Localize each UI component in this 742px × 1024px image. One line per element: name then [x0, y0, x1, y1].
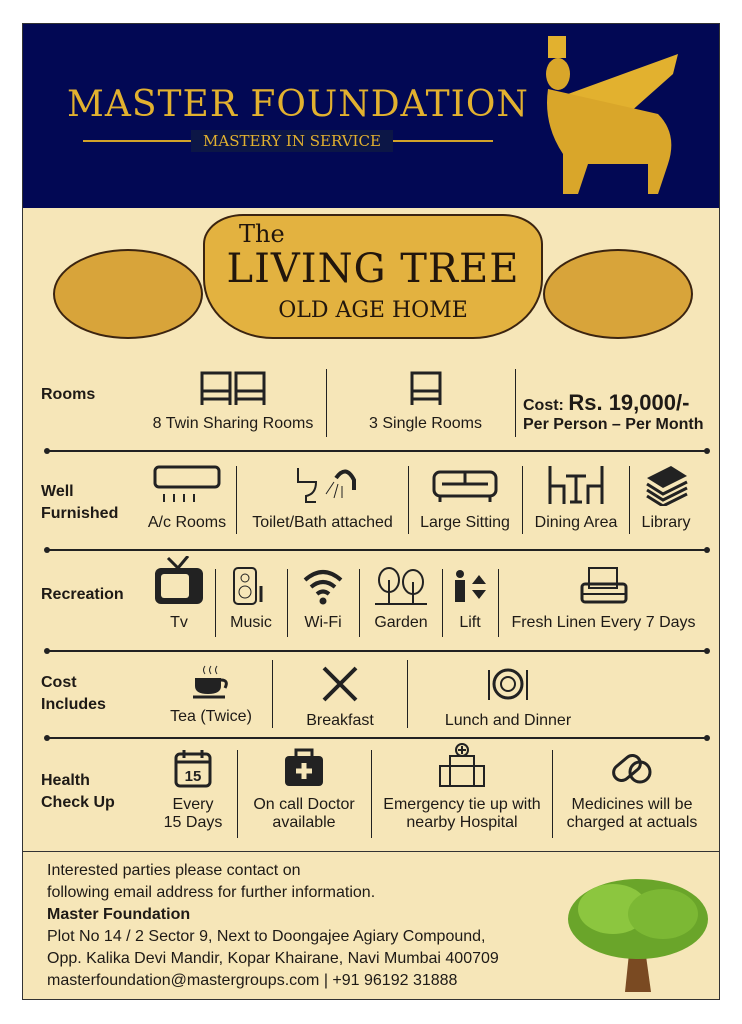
lift [444, 566, 496, 632]
linen-icon [579, 566, 629, 606]
separator [215, 569, 216, 637]
ribbon-left [53, 249, 203, 339]
separator [522, 466, 523, 534]
tv-label: Tv [170, 614, 188, 631]
separator [237, 750, 238, 838]
furnished-label: Well Furnished [41, 483, 119, 522]
pills-icon [610, 748, 654, 788]
footer-line1: Interested parties please contact on [47, 862, 301, 879]
toilet-label: Toilet/Bath attached [252, 514, 393, 531]
single-rooms [343, 369, 508, 433]
twin-rooms [138, 369, 328, 433]
first-aid-kit-icon [282, 748, 326, 788]
health-label: Health Check Up [41, 772, 115, 811]
separator [407, 660, 408, 728]
doctor-label: On call Doctor available [253, 796, 355, 831]
separator [287, 569, 288, 637]
emergency-hospital [375, 742, 549, 832]
ac-rooms [141, 464, 233, 532]
tv [145, 556, 213, 632]
lunch-dinner [413, 664, 603, 730]
separator [236, 466, 237, 534]
large-sitting [411, 464, 519, 532]
books-icon [643, 464, 689, 506]
divider [47, 737, 707, 739]
twin-bed-icon [198, 369, 268, 407]
twin-rooms-label: 8 Twin Sharing Rooms [152, 415, 314, 432]
banner-subtitle: OLD AGE HOME [278, 298, 468, 323]
divider [47, 549, 707, 551]
medicines [555, 748, 709, 832]
separator [359, 569, 360, 637]
footer-address-1: Plot No 14 / 2 Sector 9, Next to Doongajee Agiary Compound, [47, 928, 486, 945]
every-15-days-label: Every 15 Days [163, 796, 223, 831]
trees-icon [373, 566, 429, 606]
flyer [22, 23, 720, 1000]
divider [47, 650, 707, 652]
linen-label: Fresh Linen Every 7 Days [511, 614, 696, 631]
header [23, 24, 719, 208]
breakfast-label: Breakfast [306, 712, 374, 729]
hospital-label: Emergency tie up with nearby Hospital [383, 796, 541, 831]
footer-org: Master Foundation [47, 906, 191, 923]
separator [629, 466, 630, 534]
breakfast [275, 664, 405, 730]
title-banner [203, 214, 543, 339]
music [217, 566, 285, 632]
lift-icon [450, 566, 490, 606]
footer-address-2: Opp. Kalika Devi Mandir, Kopar Khairane, Navi Mumbai 400709 [47, 950, 499, 967]
single-bed-icon [408, 369, 444, 407]
every-15-days [153, 748, 233, 832]
flourish-left [83, 140, 193, 142]
cost [523, 390, 704, 434]
tv-icon [152, 556, 206, 606]
calendar-day: 15 [184, 768, 202, 785]
tree-icon [563, 874, 713, 999]
lamassu-logo-icon [528, 34, 688, 199]
fresh-linen [501, 566, 706, 632]
separator [326, 369, 327, 437]
wifi-icon [301, 566, 345, 606]
speaker-icon [231, 566, 271, 606]
banner-the: The [239, 220, 285, 248]
separator [552, 750, 553, 838]
dining-label: Dining Area [534, 514, 618, 531]
dining-table-icon [544, 464, 608, 506]
footer-contact[interactable]: masterfoundation@mastergroups.com | +91 96192 31888 [47, 972, 458, 989]
separator [498, 569, 499, 637]
includes-label: Cost Includes [41, 674, 106, 713]
ribbon-right [543, 249, 693, 339]
flourish-right [383, 140, 493, 142]
hospital-icon [437, 742, 487, 788]
tea [151, 664, 271, 726]
separator [408, 466, 409, 534]
separator [515, 369, 516, 437]
separator [371, 750, 372, 838]
cost-period: Per Person – Per Month [523, 416, 704, 433]
brand-name: MASTER FOUNDATION [67, 84, 529, 125]
wifi-label: Wi-Fi [304, 614, 342, 631]
single-rooms-label: 3 Single Rooms [369, 415, 482, 432]
cost-value: Rs. 19,000/- [568, 390, 690, 415]
wifi [289, 566, 357, 632]
cost-prefix: Cost: [523, 397, 564, 414]
separator [272, 660, 273, 728]
separator [442, 569, 443, 637]
recreation-label: Recreation [41, 586, 124, 603]
library [631, 464, 701, 532]
calendar-icon [173, 748, 213, 788]
air-conditioner-icon [152, 464, 222, 506]
banner-title: LIVING TREE [226, 246, 520, 292]
toilet-bath [240, 464, 405, 532]
divider [47, 450, 707, 452]
tea-label: Tea (Twice) [170, 708, 252, 725]
music-label: Music [230, 614, 272, 631]
garden-label: Garden [374, 614, 428, 631]
medicines-label: Medicines will be charged at actuals [566, 796, 698, 831]
rooms-label: Rooms [41, 386, 96, 403]
footer-line2: following email address for further information. [47, 884, 376, 901]
lunch-label: Lunch and Dinner [444, 712, 572, 729]
tagline: MASTERY IN SERVICE [191, 130, 393, 152]
dining-area [525, 464, 627, 532]
toilet-shower-icon [288, 464, 358, 506]
plate-cutlery-icon [486, 664, 530, 704]
sofa-icon [430, 464, 500, 506]
lift-label: Lift [459, 614, 481, 631]
ac-label: A/c Rooms [147, 514, 227, 531]
fork-knife-icon [320, 664, 360, 704]
sitting-label: Large Sitting [420, 514, 510, 531]
garden [361, 566, 441, 632]
tea-cup-icon [189, 664, 233, 700]
on-call-doctor [239, 748, 369, 832]
library-label: Library [641, 514, 691, 531]
